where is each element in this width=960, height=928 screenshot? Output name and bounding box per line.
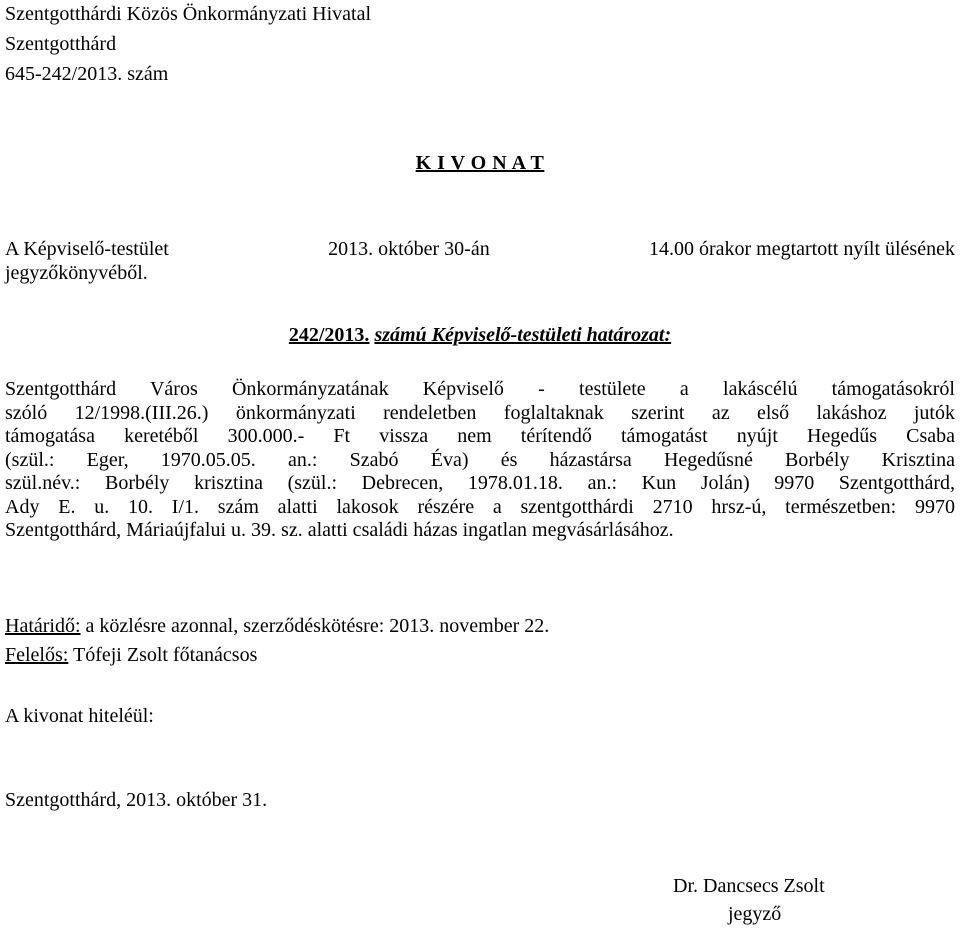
resolution-line: (szül.: Eger, 1970.05.05. an.: Szabó Éva) és házastársa Hegedűsné Borbély Krisztina [5,448,955,471]
intro-line-1 [5,238,955,262]
deadline-text: a közlésre azonnal, szerződéskötésre: 2013. november 22. [80,615,550,637]
resolution-heading [0,324,960,348]
intro-paragraph [5,238,955,285]
place-date: Szentgotthárd, 2013. október 31. [5,789,268,811]
certification-text: A kivonat hiteléül: [5,705,154,727]
resolution-body [5,378,955,543]
resolution-line: támogatása keretéből 300.000.- Ft vissza nem térítendő támogatást nyújt Hegedűs Csaba [5,425,955,447]
signer-title: jegyző [728,903,782,925]
resolution-line: Ady E. u. 10. I/1. szám alatti lakosok részére a szentgotthárdi 2710 hrsz-ú, természetben: 9970 [5,495,955,518]
reference-number: 645-242/2013. szám [5,63,169,85]
deadline-line [5,615,549,639]
intro-line-2: jegyzőkönyvéből. [5,261,148,284]
deadline-label: Határidő: [5,615,81,637]
signer-name: Dr. Dancsecs Zsolt [673,875,825,897]
resolution-line: Szentgotthárd, Máriaújfalui u. 39. sz. alatti családi házas ingatlan megvásárlásához. [5,519,674,541]
resolution-line: Szentgotthárd Város Önkormányzatának Képviselő - testülete a lakáscélú támogatásokról [5,378,955,400]
city-name: Szentgotthárd [5,33,117,55]
document-title: K I V O N A T [415,152,545,174]
intro-part-2: 2013. október 30-án [328,238,490,260]
resolution-line: szül.név.: Borbély krisztina (szül.: Debrecen, 1978.01.18. an.: Kun Jolán) 9970 Szentgotthárd, [5,472,955,494]
responsible-label: Felelős: [5,644,69,666]
resolution-heading-text: számú Képviselő-testületi határozat: [374,324,672,346]
office-name: Szentgotthárdi Közös Önkormányzati Hivatal [5,3,372,25]
intro-part-3: 14.00 órakor megtartott nyílt ülésének [648,238,955,260]
responsible-text: Tófeji Zsolt főtanácsos [68,644,258,666]
responsible-line [5,644,257,668]
resolution-line: szóló 12/1998.(III.26.) önkormányzati rendeletben foglaltaknak szerint az első lakáshoz jutók [5,401,955,424]
intro-part-1: A Képviselő-testület [5,238,169,260]
resolution-number: 242/2013. [288,324,370,346]
